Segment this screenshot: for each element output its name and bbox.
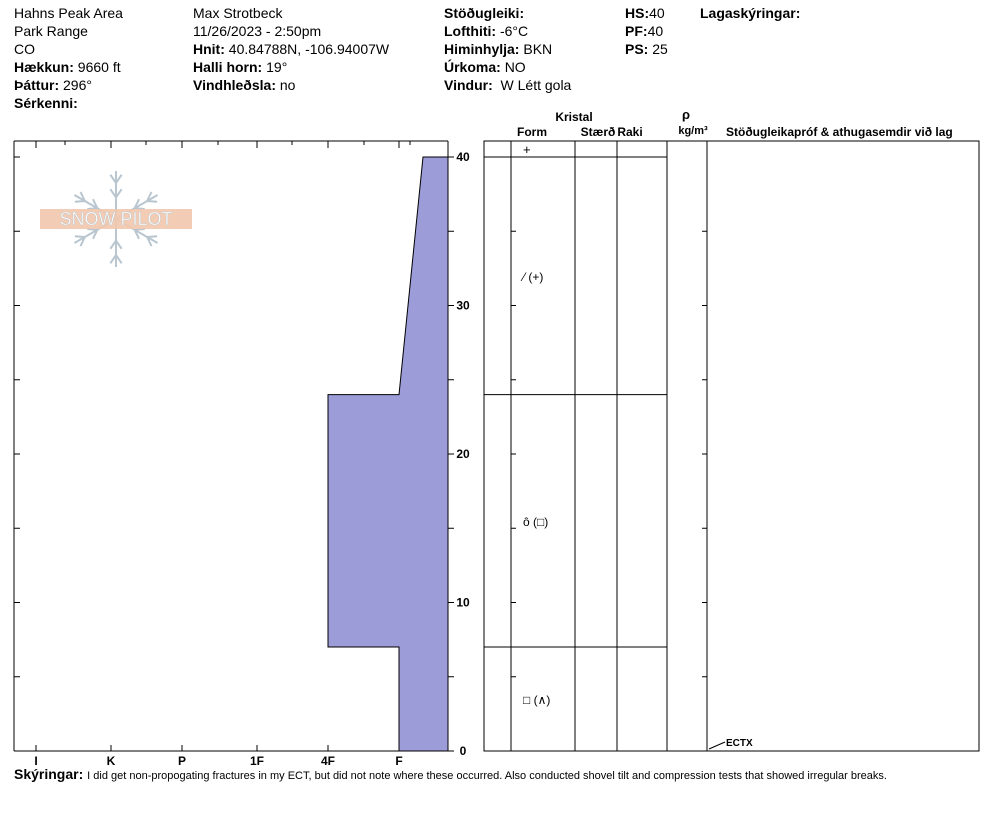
wind-row: Vindur: W Létt gola — [444, 77, 572, 93]
logo-text: SNOW PILOT — [59, 209, 173, 229]
range: Park Range — [14, 23, 88, 39]
density-symbol: ρ — [681, 107, 691, 122]
y-label-30: 30 — [456, 298, 470, 313]
precip-row: Úrkoma: NO — [444, 59, 526, 75]
x-label-F: F — [395, 754, 403, 768]
coords-value: 40.84788N, -106.94007W — [228, 41, 390, 57]
crystal-header: Kristal — [555, 110, 593, 124]
observer: Max Strotbeck — [193, 5, 283, 21]
coords-row: Hnit: 40.84788N, -106.94007W — [193, 41, 390, 57]
layer-form-0: ⁄ (+) — [523, 269, 544, 284]
table-frame — [484, 141, 979, 751]
test-label-0: ECTX — [726, 738, 753, 749]
comments-header: Stöðugleikapróf & athugasemdir við lag — [726, 125, 953, 139]
height-tick-labels — [456, 150, 470, 758]
y-label-20: 20 — [456, 447, 470, 461]
location: Hahns Peak Area — [14, 5, 123, 21]
sky-row: Himinhylja: BKN — [444, 41, 553, 57]
stability-row: Stöðugleiki: — [444, 5, 525, 21]
slope-value: 19° — [266, 59, 288, 75]
flake-branch — [87, 229, 97, 230]
flake-branch — [75, 236, 85, 237]
ps-value: 25 — [652, 41, 668, 57]
air-temp-value: -6°C — [499, 23, 529, 39]
hardness-profile — [328, 157, 448, 751]
snowpilot-logo — [40, 171, 192, 267]
surface-form: + — [523, 142, 531, 157]
sky-value: BKN — [523, 41, 553, 57]
form-header: Form — [517, 125, 547, 139]
features-row: Sérkenni: — [14, 95, 78, 111]
layer-form-2: □ (∧) — [523, 693, 551, 708]
footer-comments — [14, 766, 887, 782]
x-label-4F: 4F — [320, 754, 336, 768]
moisture-header: Raki — [617, 125, 643, 139]
flake-branch — [135, 229, 145, 230]
pf-value: 40 — [647, 23, 664, 39]
x-label-P: P — [177, 754, 187, 768]
ps-row: PS: 25 — [625, 41, 668, 57]
flake-branch — [75, 201, 85, 202]
flake-branch — [147, 201, 157, 202]
wind-loading-row: Vindhleðsla: no — [193, 77, 296, 93]
aspect-row: Þáttur: 296° — [14, 77, 92, 93]
wind-loading-value: no — [279, 77, 296, 93]
state: CO — [14, 41, 35, 57]
test-pointer — [709, 742, 725, 749]
slope-row: Halli horn: 19° — [193, 59, 288, 75]
density-unit: kg/m³ — [678, 125, 708, 137]
flake-branch — [147, 236, 157, 237]
hs-value: 40 — [649, 5, 665, 21]
elevation-value: 9660 ft — [77, 59, 121, 75]
footer-label: Skýringar: — [14, 766, 84, 782]
pf-row: PF:40 — [625, 23, 664, 39]
x-label-1F: 1F — [249, 754, 265, 768]
y-label-10: 10 — [456, 595, 470, 610]
layer-table — [484, 141, 979, 751]
elevation-row: Hækkun: 9660 ft — [14, 59, 121, 75]
y-label-40: 40 — [456, 150, 470, 164]
wind-value: W Létt gola — [500, 77, 572, 93]
layer-form-1: ô (□) — [523, 514, 549, 529]
air-temp-row: Lofthiti: -6°C — [444, 23, 529, 39]
size-header: Stærð — [580, 125, 616, 139]
precip-value: NO — [504, 59, 526, 75]
layer-notes-label: Lagaskýringar: — [700, 5, 801, 21]
footer-text: I did get non-propogating fractures in my ECT, but did not note where these occurred. Also conducted shovel tilt and compression tests that showed irregular breaks. — [87, 770, 887, 782]
hs-row: HS:40 — [625, 5, 665, 21]
datetime: 11/26/2023 - 2:50pm — [193, 23, 322, 39]
aspect-value: 296° — [63, 77, 92, 93]
x-label-I: I — [34, 754, 38, 768]
x-label-K: K — [106, 754, 116, 768]
y-label-0: 0 — [459, 744, 467, 758]
